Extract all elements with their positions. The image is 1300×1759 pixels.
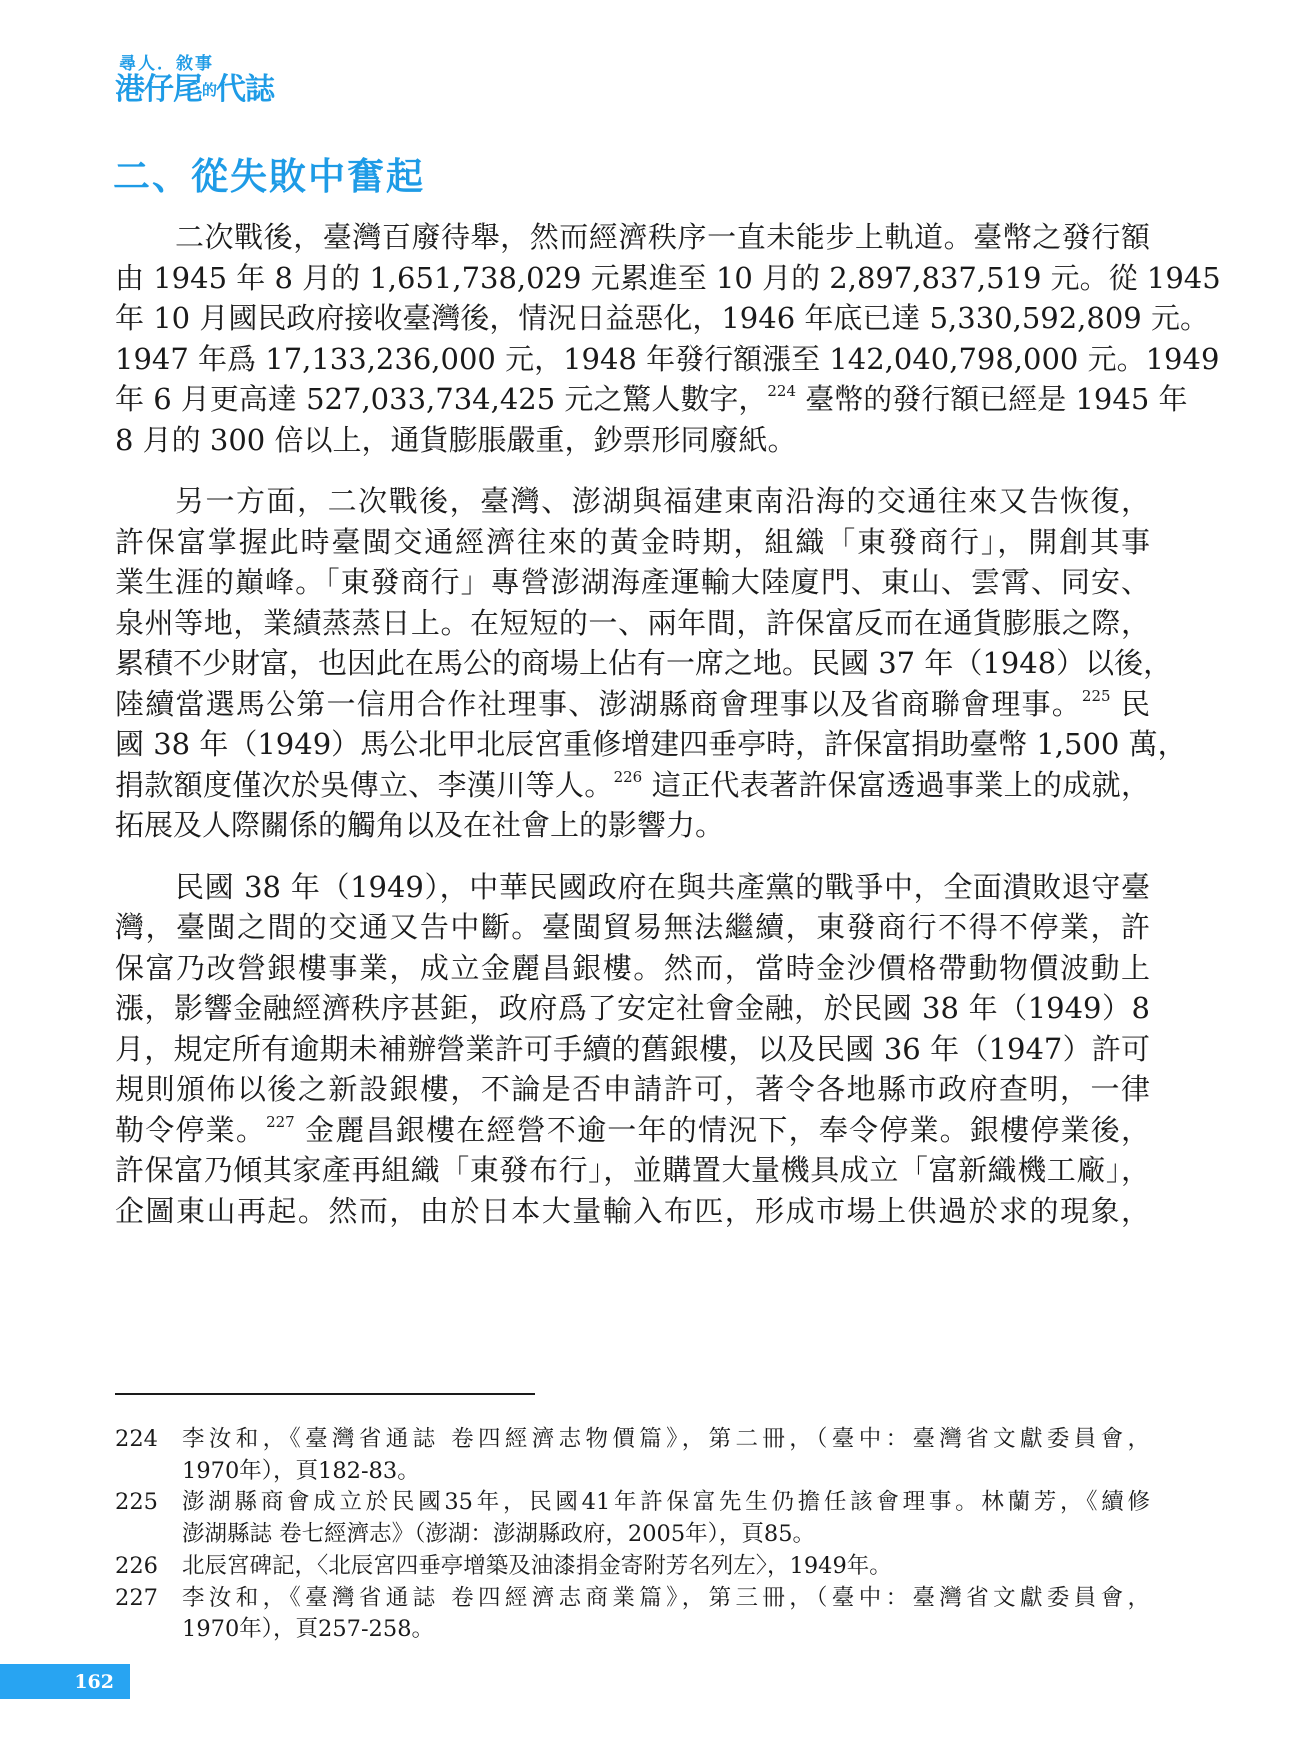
text-line — [115, 1110, 1150, 1151]
paragraph-3 — [115, 867, 1150, 1232]
footnote-line: 北辰宮碑記，〈北辰宮四垂亭增築及油漆捐金寄附芳名列左〉，1949年。 — [182, 1552, 892, 1579]
text-line: 業生涯的巔峰。「東發商行」專營澎湖海產運輸大陸廈門、東山、雲霄、同安、 — [115, 565, 1150, 599]
text-line: 8 月的 300 倍以上，通貨膨脹嚴重，鈔票形同廢紙。 — [115, 422, 797, 457]
text-segment: 這正代表著許保富透過事業上的成就， — [642, 767, 1150, 802]
text-line: 年 10 月國民政府接收臺灣後，情況日益惡化，1946 年底已達 5,330,592,809 元。 — [115, 301, 1209, 335]
text-segment: 捐款額度僅次於吳傳立、李漢川等人。 — [115, 767, 614, 802]
series-logo — [115, 56, 274, 105]
footnote-ref-225[interactable]: 225 — [1081, 686, 1111, 705]
series-title-end: 代誌 — [216, 72, 275, 107]
text-line — [115, 684, 1150, 725]
text-segment: 金麗昌銀樓在經營不逾一年的情況下，奉令停業。銀樓停業後， — [294, 1112, 1150, 1147]
text-line: 累積不少財富，也因此在馬公的商場上佔有一席之地。民國 37 年（1948）以後， — [115, 646, 1173, 680]
text-segment: 陸續當選馬公第一信用合作社理事、澎湖縣商會理事以及省商聯會理事。 — [115, 686, 1082, 721]
footnote-224 — [115, 1424, 1150, 1487]
series-tagline: 尋人．敘事 — [119, 54, 214, 74]
text-segment: 年 6 月更高達 527,033,734,425 元之驚人數字， — [115, 382, 768, 416]
text-line — [115, 379, 1188, 420]
series-title-small: 的 — [202, 81, 217, 99]
footnote-ref-227[interactable]: 227 — [266, 1112, 295, 1131]
footnote-ref-226[interactable]: 226 — [613, 767, 643, 786]
footnote-ref-224[interactable]: 224 — [767, 382, 797, 400]
page-number-tab — [0, 1664, 130, 1699]
text-line: 規則頒佈以後之新設銀樓，不論是否申請許可，著令各地縣市政府查明，一律 — [115, 1072, 1150, 1106]
text-segment: 民 — [1110, 686, 1150, 721]
footnote-line: 澎湖縣商會成立於民國35年，民國41年許保富先生仍擔任該會理事。林蘭芳，《續修 — [182, 1489, 1150, 1516]
text-line: 1947 年爲 17,133,236,000 元，1948 年發行額漲至 142,040,798,000 元。1949 — [115, 341, 1220, 376]
text-line: 國 38 年（1949）馬公北甲北辰宮重修增建四垂亭時，許保富捐助臺幣 1,500 萬， — [115, 727, 1187, 761]
footnote-number: 226 — [115, 1552, 158, 1579]
text-segment: 勒令停業。 — [115, 1112, 267, 1147]
footnote-number: 224 — [115, 1426, 158, 1452]
footnote-text — [182, 1424, 1150, 1487]
text-line: 由 1945 年 8 月的 1,651,738,029 元累進至 10 月的 2,897,837,519 元。從 1945 — [115, 260, 1221, 295]
text-line: 另一方面，二次戰後，臺灣、澎湖與福建東南沿海的交通往來又告恢復， — [175, 484, 1150, 518]
footnote-227 — [115, 1583, 1150, 1646]
text-line: 許保富乃傾其家產再組織「東發布行」，並購置大量機具成立「富新織機工廠」， — [115, 1153, 1150, 1187]
text-line: 拓展及人際關係的觸角以及在社會上的影響力。 — [115, 808, 725, 842]
text-line: 漲，影響金融經濟秩序甚鉅，政府爲了安定社會金融，於民國 38 年（1949）8 — [115, 991, 1150, 1025]
footnote-number: 227 — [115, 1584, 158, 1611]
footnote-text — [182, 1487, 1150, 1550]
footnote-line: 澎湖縣誌 卷七經濟志》（澎湖：澎湖縣政府，2005年），頁85。 — [182, 1521, 816, 1548]
text-line: 二次戰後，臺灣百廢待舉，然而經濟秩序一直未能步上軌道。臺幣之發行額 — [175, 220, 1150, 254]
footnote-text — [182, 1551, 1150, 1583]
footnote-line: 李汝和，《臺灣省通誌 卷四經濟志物價篇》，第二冊，（臺中：臺灣省文獻委員會， — [182, 1426, 1150, 1452]
text-line: 保富乃改營銀樓事業，成立金麗昌銀樓。然而，當時金沙價格帶動物價波動上 — [115, 950, 1150, 985]
body-text — [115, 217, 1221, 1252]
text-line: 民國 38 年（1949），中華民國政府在與共產黨的戰爭中，全面潰敗退守臺 — [175, 869, 1150, 904]
section-title: 二、從失敗中奮起 — [113, 154, 425, 198]
footnote-number: 225 — [115, 1489, 158, 1516]
text-line: 企圖東山再起。然而，由於日本大量輸入布匹，形成市場上供過於求的現象， — [115, 1193, 1150, 1228]
text-line: 灣，臺閩之間的交通又告中斷。臺閩貿易無法繼續，東發商行不得不停業，許 — [115, 910, 1150, 944]
footnote-225 — [115, 1487, 1150, 1550]
footnote-line: 1970年），頁182-83。 — [182, 1457, 420, 1484]
text-line: 泉州等地，業績蒸蒸日上。在短短的一、兩年間，許保富反而在通貨膨脹之際， — [115, 605, 1150, 640]
footnote-line: 李汝和，《臺灣省通誌 卷四經濟志商業篇》，第三冊，（臺中：臺灣省文獻委員會， — [182, 1584, 1150, 1611]
text-segment: 臺幣的發行額已經是 1945 年 — [796, 382, 1188, 416]
footnote-divider — [115, 1393, 535, 1395]
footnote-line: 1970年），頁257-258。 — [182, 1616, 435, 1643]
series-title — [115, 72, 275, 107]
footnotes — [115, 1424, 1150, 1646]
footnote-226 — [115, 1551, 1150, 1583]
footnote-text — [182, 1583, 1150, 1646]
series-title-main: 港仔尾 — [115, 72, 202, 107]
paragraph-2 — [115, 481, 1187, 846]
text-line: 許保富掌握此時臺閩交通經濟往來的黃金時期，組織「東發商行」，開創其事 — [115, 524, 1150, 559]
page-number: 162 — [74, 1670, 114, 1693]
paragraph-1 — [115, 217, 1221, 460]
text-line: 月，規定所有逾期未補辦營業許可手續的舊銀樓，以及民國 36 年（1947）許可 — [115, 1031, 1150, 1066]
text-line — [115, 765, 1150, 806]
